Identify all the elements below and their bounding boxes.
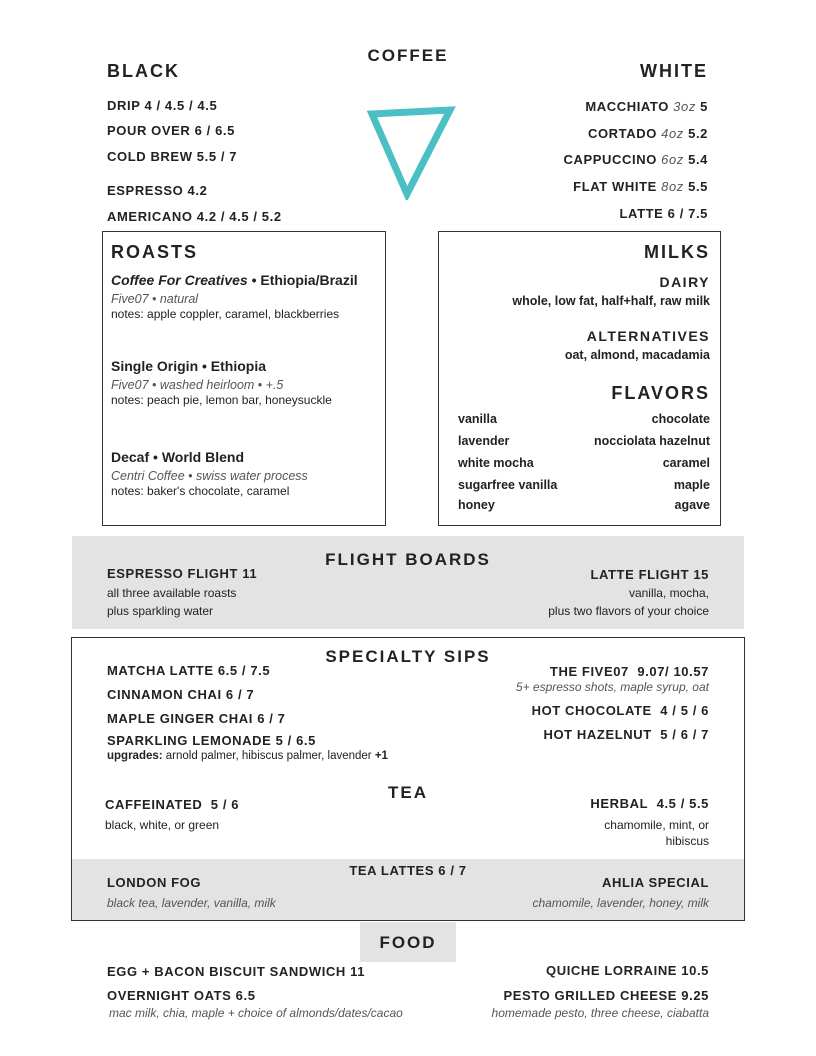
food-heading: FOOD: [379, 933, 437, 952]
herbal-desc-1: chamomile, mint, or: [604, 818, 709, 832]
upgrades-line: upgrades: arnold palmer, hibiscus palmer, lavender +1: [107, 750, 388, 762]
espresso-flight-line2: plus sparkling water: [107, 604, 214, 618]
quiche-item: QUICHE LORRAINE 10.5: [546, 963, 709, 978]
black-item-pour-over: POUR OVER 6 / 6.5: [107, 123, 235, 138]
caffeinated-item: CAFFEINATED 5 / 6: [105, 797, 240, 812]
milks-box: MILKS DAIRY whole, low fat, half+half, raw milk ALTERNATIVES oat, almond, macadamia FLAVORS vanilla chocolate lavender nocciolata hazelnut white mocha caramel sugarfree vanilla maple honey agave: [438, 231, 721, 526]
roast-item: Single Origin • Ethiopia Five07 • washed heirloom • +.5 notes: peach pie, lemon bar, honeysuckle: [111, 358, 332, 407]
herbal-desc-2: hibiscus: [665, 834, 709, 848]
latte-flight-line1: vanilla, mocha,: [628, 586, 709, 600]
pesto-item: PESTO GRILLED CHEESE 9.25: [503, 988, 709, 1003]
latte-flight-line2: plus two flavors of your choice: [548, 604, 709, 618]
overnight-oats-item: OVERNIGHT OATS 6.5: [107, 988, 256, 1003]
milks-heading: MILKS: [644, 242, 710, 262]
specialty-item: HOT HAZELNUT 5 / 6 / 7: [543, 727, 709, 742]
ahlia-special-desc: chamomile, lavender, honey, milk: [532, 896, 709, 910]
black-item-espresso: ESPRESSO 4.2: [107, 183, 208, 198]
alternatives-heading: ALTERNATIVES: [586, 328, 710, 344]
herbal-item: HERBAL 4.5 / 5.5: [590, 796, 709, 811]
dairy-list: whole, low fat, half+half, raw milk: [512, 294, 710, 308]
roasts-heading: ROASTS: [111, 242, 199, 262]
london-fog-desc: black tea, lavender, vanilla, milk: [107, 896, 276, 910]
roast-item: Decaf • World Blend Centri Coffee • swiss water process notes: baker's chocolate, caramel: [111, 449, 308, 498]
ahlia-special-item: AHLIA SPECIAL: [602, 875, 709, 890]
espresso-flight-title: ESPRESSO FLIGHT 11: [107, 566, 258, 581]
triangle-logo-icon: [366, 104, 456, 200]
roasts-box: [102, 231, 386, 526]
pesto-desc: homemade pesto, three cheese, ciabatta: [491, 1006, 709, 1020]
flight-boards-heading: FLIGHT BOARDS: [325, 550, 491, 569]
five07-desc: 5+ espresso shots, maple syrup, oat: [515, 680, 709, 694]
white-item-macchiato: MACCHIATO 3oz 5: [585, 99, 708, 114]
dairy-heading: DAIRY: [659, 274, 710, 290]
latte-flight-title: LATTE FLIGHT 15: [590, 567, 709, 582]
black-item-americano: AMERICANO 4.2 / 4.5 / 5.2: [107, 209, 282, 224]
london-fog-item: LONDON FOG: [107, 875, 202, 890]
specialty-item: MATCHA LATTE 6.5 / 7.5: [107, 663, 271, 678]
tea-lattes-heading: TEA LATTES 6 / 7: [349, 863, 467, 878]
specialty-item: MAPLE GINGER CHAI 6 / 7: [107, 711, 286, 726]
overnight-oats-desc: mac milk, chia, maple + choice of almonds/dates/cacao: [109, 1006, 403, 1020]
white-item-latte: LATTE 6 / 7.5: [619, 206, 708, 221]
white-item-flat-white: FLAT WHITE 8oz 5.5: [573, 179, 708, 194]
specialty-item: CINNAMON CHAI 6 / 7: [107, 687, 255, 702]
specialty-item: SPARKLING LEMONADE 5 / 6.5: [107, 733, 316, 748]
caffeinated-desc: black, white, or green: [105, 818, 220, 832]
egg-bacon-item: EGG + BACON BISCUIT SANDWICH 11: [107, 964, 366, 979]
specialty-item: HOT CHOCOLATE 4 / 5 / 6: [531, 703, 709, 718]
five07-item: THE FIVE07 9.07/ 10.57: [549, 664, 709, 679]
specialty-heading: SPECIALTY SIPS: [325, 647, 491, 666]
roast-item: Coffee For Creatives • Ethiopia/Brazil Five07 • natural notes: apple coppler, caramel, blackberries: [111, 272, 358, 321]
white-item-cappuccino: CAPPUCCINO 6oz 5.4: [563, 152, 708, 167]
white-item-cortado: CORTADO 4oz 5.2: [587, 126, 708, 141]
black-item-drip: DRIP 4 / 4.5 / 4.5: [107, 98, 218, 113]
black-item-cold-brew: COLD BREW 5.5 / 7: [107, 149, 238, 164]
white-heading: WHITE: [640, 61, 708, 81]
tea-heading: TEA: [388, 783, 428, 802]
black-heading: BLACK: [107, 61, 180, 81]
alternatives-list: oat, almond, macadamia: [564, 348, 710, 362]
flavors-heading: FLAVORS: [611, 383, 710, 403]
espresso-flight-line1: all three available roasts: [107, 586, 237, 600]
coffee-heading: COFFEE: [367, 46, 449, 65]
